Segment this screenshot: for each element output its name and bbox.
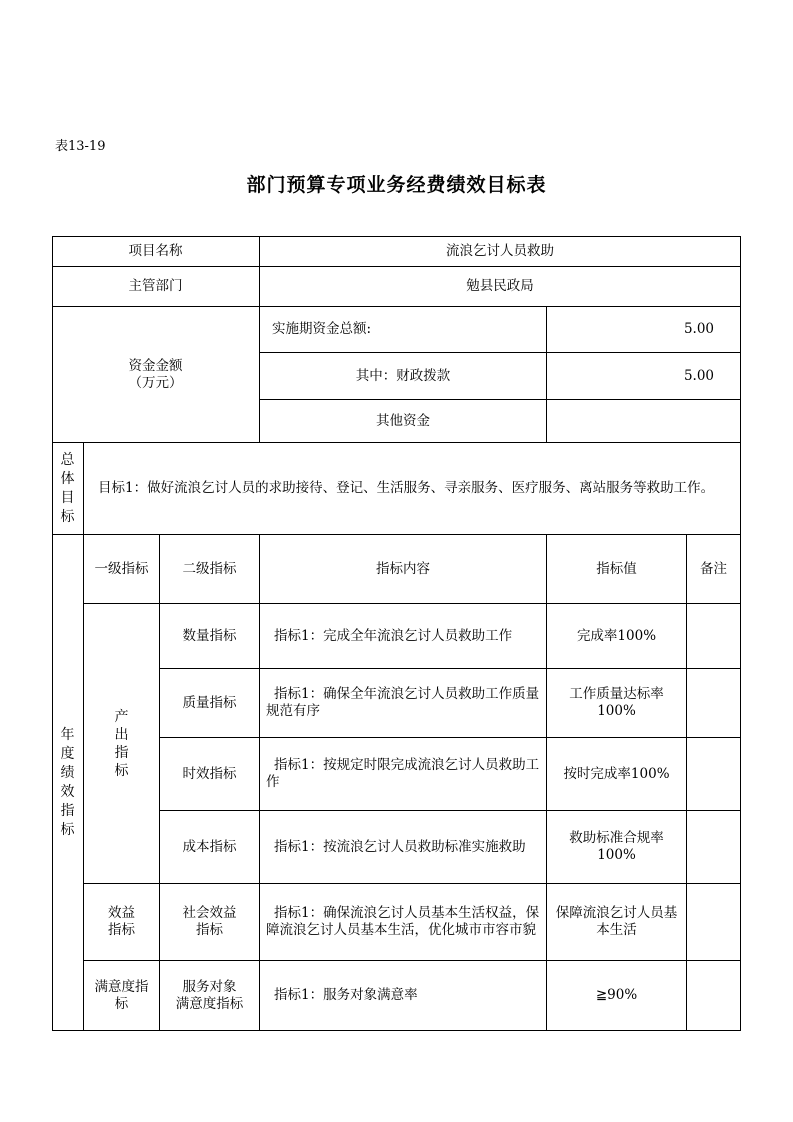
row-level2: 数量指标 [160,604,260,669]
row-level2: 服务对象 满意度指标 [160,961,260,1031]
row-level2: 时效指标 [160,738,260,811]
annual-indicators-label: 年度绩效指标 [52,535,84,1031]
satisfaction-indicators-label: 满意度指 标 [84,961,160,1031]
funds-fiscal-label: 其中：财政拨款 [260,353,547,400]
row-note [687,669,741,738]
row-note [687,884,741,961]
benefit-indicators-label: 效益 指标 [84,884,160,961]
funds-total-label: 实施期资金总额: [260,307,547,353]
department-label: 主管部门 [52,267,260,307]
row-value: 救助标准合规率100% [547,811,687,884]
project-name-value: 流浪乞讨人员救助 [260,236,741,267]
row-content: 指标1：按流浪乞讨人员救助标准实施救助 [260,811,547,884]
row-level2: 成本指标 [160,811,260,884]
header-note: 备注 [687,535,741,604]
funds-fiscal-value: 5.00 [547,353,741,400]
row-content: 指标1：按规定时限完成流浪乞讨人员救助工作 [260,738,547,811]
header-value: 指标值 [547,535,687,604]
row-content: 指标1：服务对象满意率 [260,961,547,1031]
row-level2: 社会效益 指标 [160,884,260,961]
row-note [687,604,741,669]
funds-other-label: 其他资金 [260,400,547,443]
header-level2: 二级指标 [160,535,260,604]
row-value: ≧90% [547,961,687,1031]
row-value: 完成率100% [547,604,687,669]
row-note [687,961,741,1031]
row-value: 按时完成率100% [547,738,687,811]
header-content: 指标内容 [260,535,547,604]
overall-goal-label: 总体目标 [52,443,84,535]
overall-goal-text: 目标1：做好流浪乞讨人员的求助接待、登记、生活服务、寻亲服务、医疗服务、离站服务等救助工作。 [84,443,741,535]
page-title: 部门预算专项业务经费绩效目标表 [246,174,547,196]
row-content: 指标1：确保流浪乞讨人员基本生活权益，保障流浪乞讨人员基本生活，优化城市市容市貌 [260,884,547,961]
row-content: 指标1：确保全年流浪乞讨人员救助工作质量规范有序 [260,669,547,738]
department-value: 勉县民政局 [260,267,741,307]
funds-other-value [547,400,741,443]
row-value: 工作质量达标率100% [547,669,687,738]
row-note [687,811,741,884]
funds-total-value: 5.00 [547,307,741,353]
row-level2: 质量指标 [160,669,260,738]
project-name-label: 项目名称 [52,236,260,267]
row-value: 保障流浪乞讨人员基本生活 [547,884,687,961]
output-indicators-label: 产出指标 [84,604,160,884]
table-number: 表13-19 [55,139,106,154]
header-level1: 一级指标 [84,535,160,604]
row-content: 指标1：完成全年流浪乞讨人员救助工作 [260,604,547,669]
row-note [687,738,741,811]
funds-label: 资金金额 （万元） [52,307,260,443]
